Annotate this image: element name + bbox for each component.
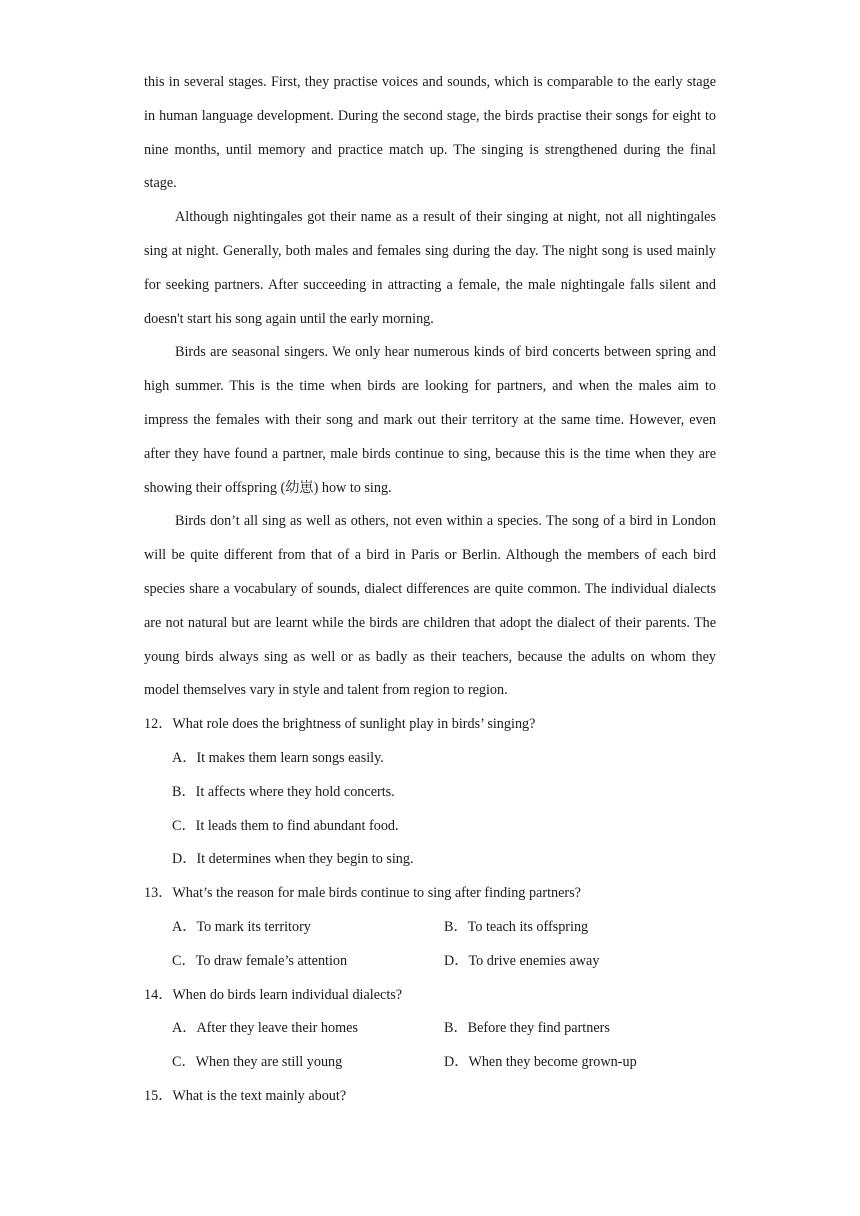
option-text: To draw female’s attention <box>195 952 348 969</box>
option-row <box>144 843 716 877</box>
option-label: C． <box>172 817 196 834</box>
option-text: To teach its offspring <box>467 918 589 935</box>
option-label: B． <box>444 918 468 935</box>
option-b <box>444 911 588 945</box>
option-a <box>172 742 384 776</box>
question-text: What role does the brightness of sunlight play in birds’ singing? <box>172 716 536 733</box>
question-number: 12． <box>144 716 173 733</box>
question-text: What is the text mainly about? <box>172 1087 347 1104</box>
option-label: B． <box>172 783 196 800</box>
option-row <box>144 1012 716 1046</box>
option-label: D． <box>444 1054 469 1071</box>
passage-paragraph: Although nightingales got their name as a result of their singing at night, not all nightingales sing at night. Generally, both males and females sing during the day. The night song is used mainly for seeking partners. After succeeding in attracting a female, the male nightingale falls silent and doesn't start his song again until the early morning. <box>144 209 716 327</box>
question-text: What’s the reason for male birds continue to sing after finding partners? <box>172 885 581 902</box>
option-text: When they are still young <box>195 1054 343 1071</box>
document-page <box>144 66 716 1114</box>
question-number: 14． <box>144 986 173 1003</box>
option-label: C． <box>172 1054 196 1071</box>
option-label: B． <box>444 1020 468 1037</box>
passage-paragraph: Birds don’t all sing as well as others, not even within a species. The song of a bird in London will be quite different from that of a bird in Paris or Berlin. Although the members of each bird species share a vocabulary of sounds, dialect differences are quite common. The individual dialects are not natural but are learnt while the birds are children that adopt the dialect of their parents. The young birds always sing as well or as badly as their teachers, because the adults on whom they model themselves vary in style and talent from region to region. <box>144 513 716 699</box>
option-row <box>144 945 716 979</box>
option-label: C． <box>172 952 196 969</box>
option-text: It affects where they hold concerts. <box>195 783 395 800</box>
option-row <box>144 776 716 810</box>
option-row <box>144 810 716 844</box>
question-14 <box>144 979 716 1013</box>
option-row <box>144 1046 716 1080</box>
question-15 <box>144 1080 716 1114</box>
option-label: D． <box>444 952 469 969</box>
option-label: D． <box>172 851 197 868</box>
option-text: To mark its territory <box>196 918 311 935</box>
option-a <box>172 1012 444 1046</box>
option-c <box>172 945 444 979</box>
option-text: To drive enemies away <box>468 952 600 969</box>
option-text: Before they find partners <box>467 1020 610 1037</box>
option-d <box>172 843 414 877</box>
option-d <box>444 1046 637 1080</box>
option-text: It leads them to find abundant food. <box>195 817 399 834</box>
option-text: When they become grown-up <box>468 1054 637 1071</box>
question-number: 13． <box>144 885 173 902</box>
passage-paragraph: Birds are seasonal singers. We only hear numerous kinds of bird concerts between spring and high summer. This is the time when birds are looking for partners, and when the males aim to impress the females with their song and mark out their territory at the same time. However, even after they have found a partner, male birds continue to sing, because this is the time when they are showing their offspring (幼崽) how to sing. <box>144 344 716 496</box>
question-number: 15． <box>144 1087 173 1104</box>
option-b <box>444 1012 610 1046</box>
option-a <box>172 911 444 945</box>
option-b <box>172 776 395 810</box>
option-text: It determines when they begin to sing. <box>196 851 414 868</box>
option-c <box>172 810 399 844</box>
option-text: After they leave their homes <box>196 1020 358 1037</box>
passage-paragraph: this in several stages. First, they practise voices and sounds, which is comparable to the early stage in human language development. During the second stage, the birds practise their songs for eight to nine months, until memory and practice match up. The singing is strengthened during the final stage. <box>144 74 716 192</box>
option-d <box>444 945 599 979</box>
option-text: It makes them learn songs easily. <box>196 749 384 766</box>
option-label: A． <box>172 1020 197 1037</box>
option-label: A． <box>172 918 197 935</box>
option-label: A． <box>172 749 197 766</box>
question-text: When do birds learn individual dialects? <box>172 986 403 1003</box>
question-12 <box>144 708 716 742</box>
option-c <box>172 1046 444 1080</box>
option-row <box>144 911 716 945</box>
question-13 <box>144 877 716 911</box>
option-row <box>144 742 716 776</box>
